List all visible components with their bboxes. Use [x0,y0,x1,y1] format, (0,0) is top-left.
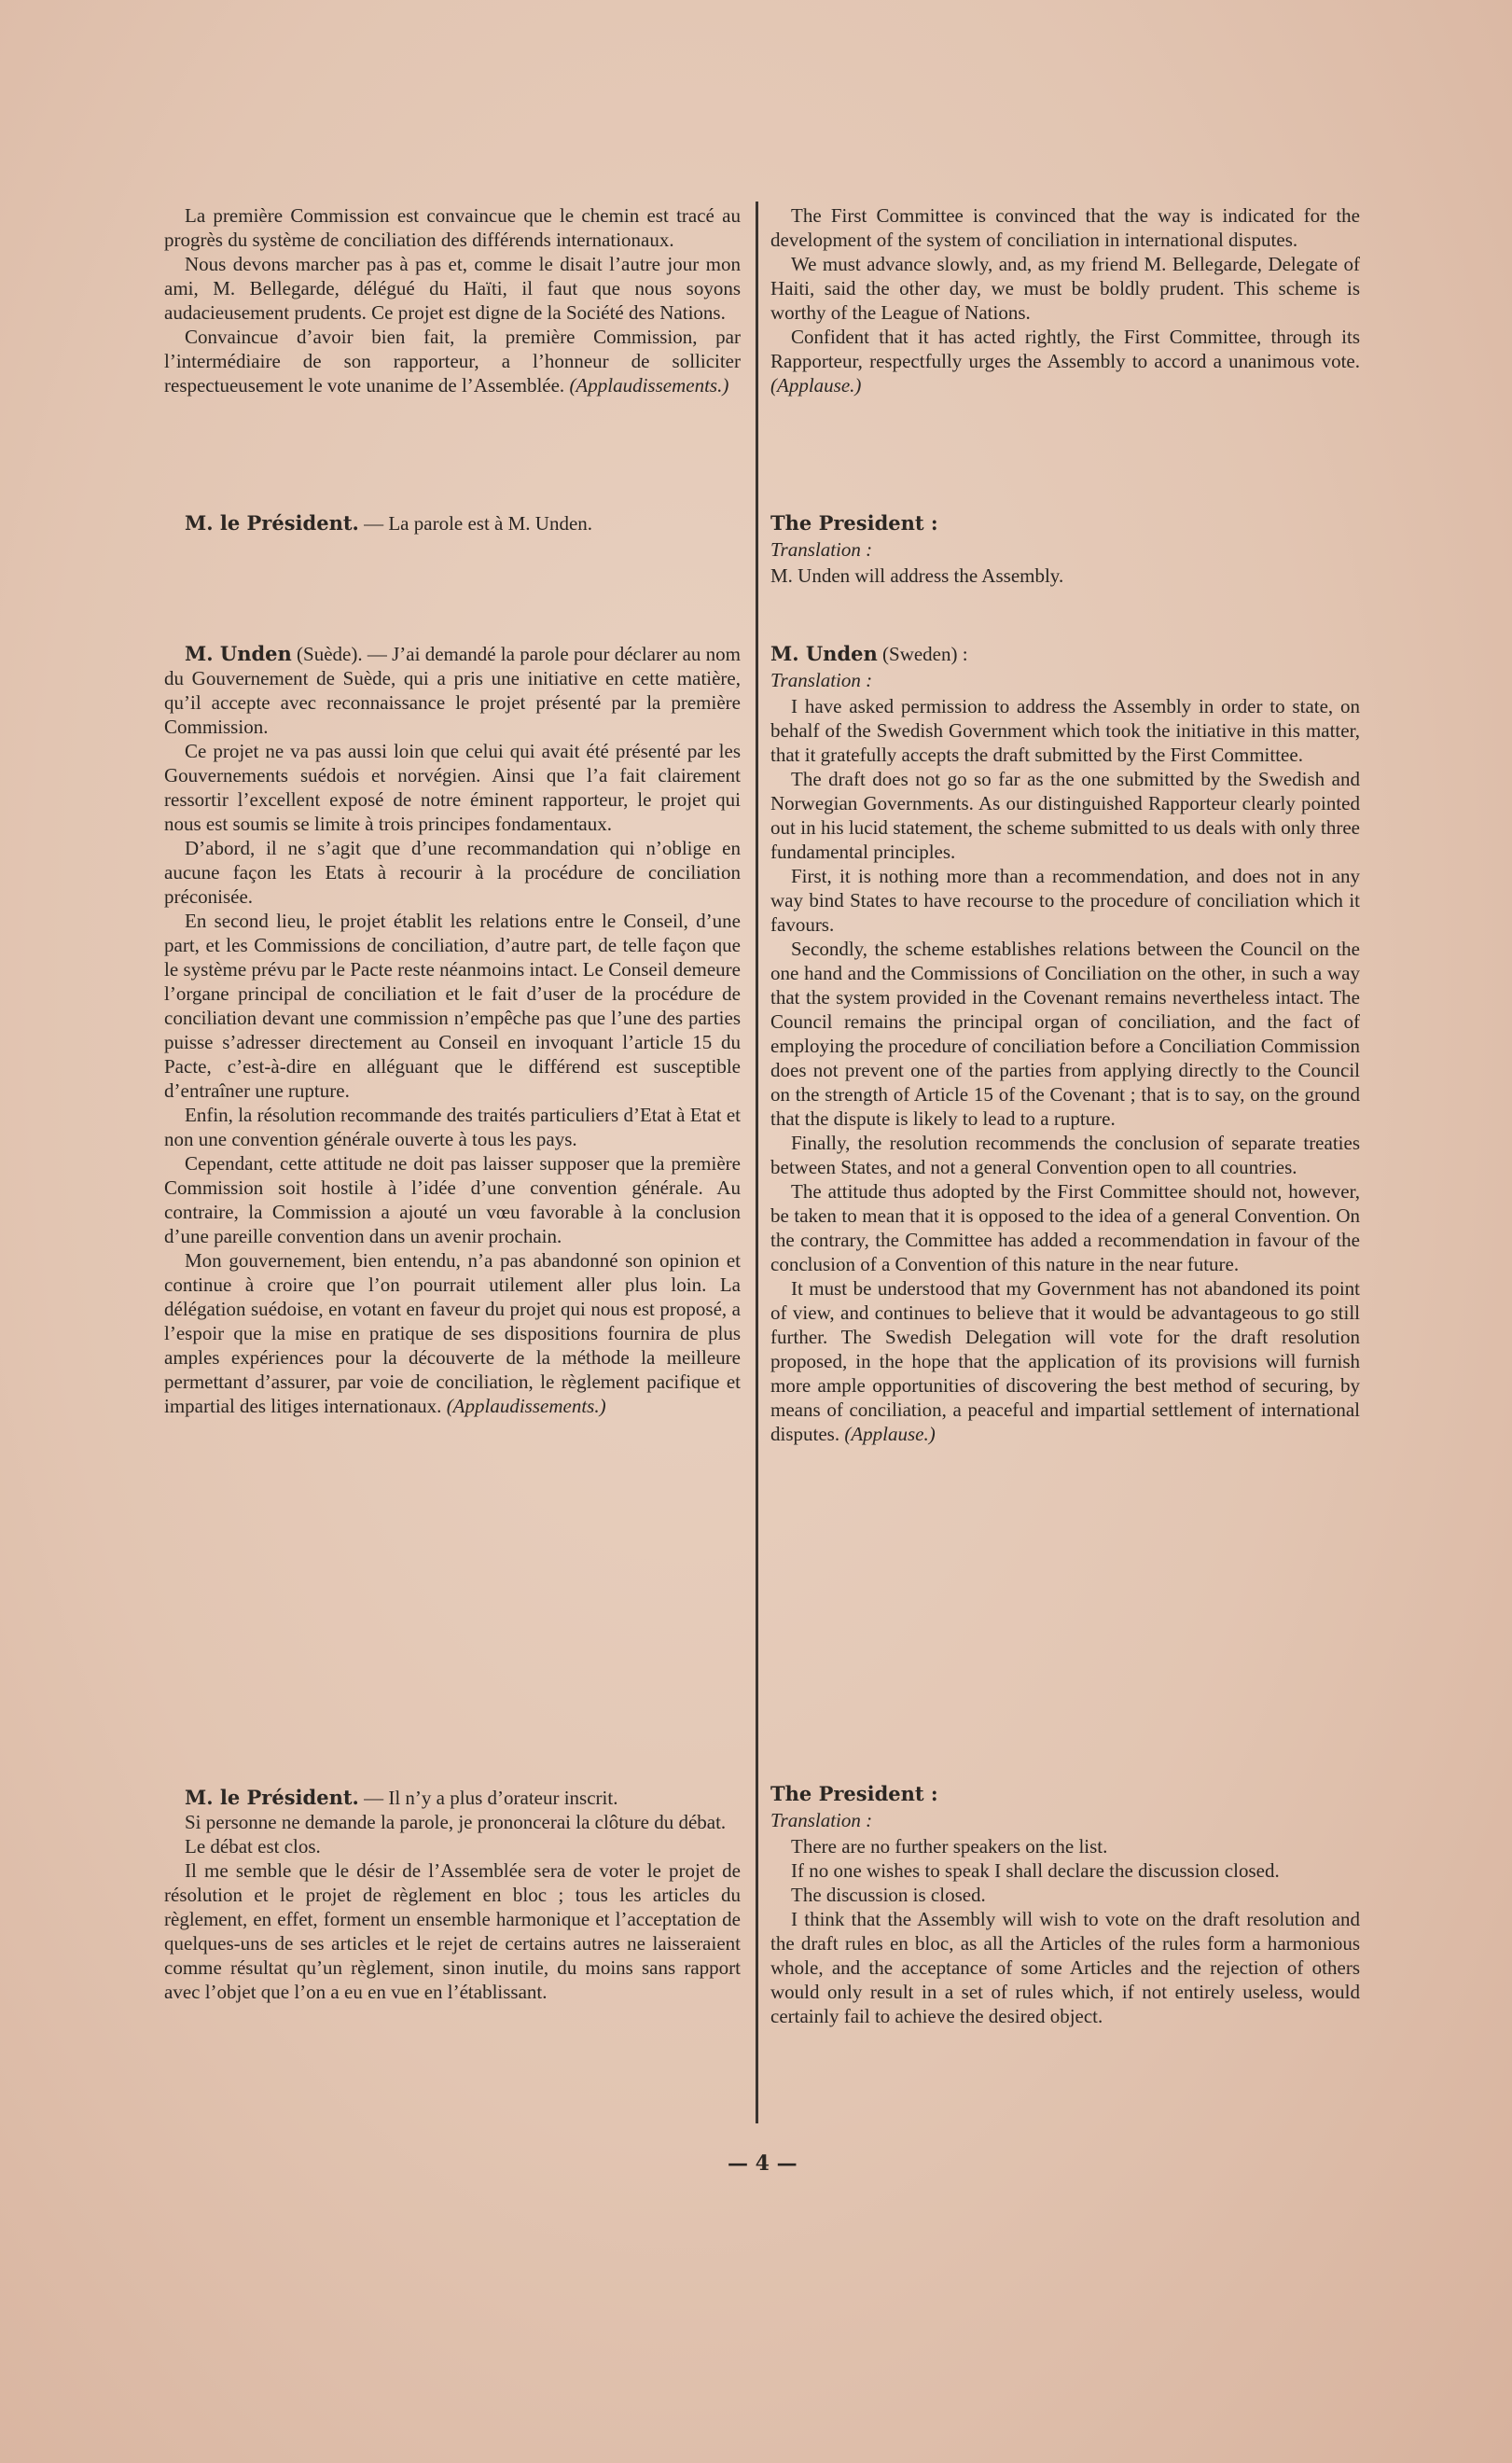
left-unden-para-2: D’abord, il ne s’agit que d’une recommandation qui n’oblige en aucune façon les Etats à recourir à la procédure de conciliation préconisée. [164,837,741,908]
right-unden-country: (Sweden) : [877,643,968,665]
left-president-1-text: — La parole est à M. Unden. [358,512,593,535]
right-intro-para-2: We must advance slowly, and, as my friend M. Bellegarde, Delegate of Haiti, said the other day, we must be boldly prudent. This scheme is worthy of the League of Nations. [770,253,1360,324]
right-president-2-para-2: If no one wishes to speak I shall declare the discussion closed. [791,1859,1280,1882]
right-unden-para-3: First, it is nothing more than a recommendation, and does not in any way bind States to have recourse to the procedure of conciliation which it favours. [770,865,1360,936]
left-intro-para-3-text: Convaincue d’avoir bien fait, la première Commission, par l’intermédiaire de son rapporteur, a l’honneur de solliciter respectueusement le vote unanime de l’Assemblée. [164,326,741,397]
left-president-1-speaker: M. le Président. [185,511,359,535]
page-number: — 4 — [728,2151,798,2176]
right-unden-speaker: M. Unden [770,642,878,665]
left-president-2 [164,1786,741,2004]
right-president-1-speaker: The President : [770,511,938,535]
left-unden-para-5: Cependant, cette attitude ne doit pas laisser supposer que la première Commission soit hostile à l’idée d’une convention générale. Au contraire, la Commission a ajouté un vœu favorable à la conclusion d’une pareille convention dans un avenir prochain. [164,1152,741,1247]
left-intro-para-1: La première Commission est convaincue que le chemin est tracé au progrès du système de conciliation des différends internationaux. [164,204,741,251]
left-unden-para-6 [164,1248,741,1418]
right-unden-para-2: The draft does not go so far as the one submitted by the Swedish and Norwegian Governments. As our distinguished Rapporteur clearly pointed out in his lucid statement, the scheme submitted to us deals with only three fundamental principles. [770,768,1360,863]
left-unden-block [164,642,741,1418]
left-intro-para-3 [164,325,741,397]
left-president-2-speaker: M. le Président. [185,1786,359,1809]
right-unden-para-4: Secondly, the scheme establishes relations between the Council on the one hand and the Commissions of Conciliation on the other, in such a way that the system provided in the Covenant remains nevertheless intact. The Council remains the principal organ of conciliation, and the fact of employing the procedure of conciliation before a Conciliation Commission does not prevent one of the parties from applying directly to the Council on the strength of Article 15 of the Covenant ; that is to say, on the ground that the dispute is likely to lead to a rupture. [770,938,1360,1130]
left-unden-para-3: En second lieu, le projet établit les relations entre le Conseil, d’une part, et les Commissions de conciliation, d’autre part, de telle façon que le système prévu par le Pacte reste néanmoins intact. Le Conseil demeure l’organe principal de conciliation et le fait d’user de la procédure de conciliation devant une commission n’empêche pas que l’une des parties puisse s’adresser directement au Conseil en invoquant l’article 15 du Pacte, c’est-à-dire en alléguant que le différend est susceptible d’entraîner une rupture. [164,910,741,1102]
right-president-2-speaker: The President : [770,1782,938,1805]
right-intro-para-3-text: Confident that it has acted rightly, the First Committee, through its Rapporteur, respectfully urges the Assembly to accord a unanimous vote. [770,326,1360,372]
left-intro-applause: (Applaudissements.) [569,374,729,397]
right-unden-para-5: Finally, the resolution recommends the conclusion of separate treaties between States, and not a general Convention open to all countries. [770,1132,1360,1178]
right-president-2-para-4: I think that the Assembly will wish to vote on the draft resolution and the draft rules en bloc, as all the Articles of the rules form a harmonious whole, and the acceptance of some Articles and the rejection of others would only result in a set of rules which, if not entirely useless, would certainly fail to achieve the desired object. [770,1908,1360,2027]
left-intro-block [164,203,741,397]
left-intro-para-2: Nous devons marcher pas à pas et, comme le disait l’autre jour mon ami, M. Bellegarde, délégué du Haïti, il faut que nous soyons audacieusement prudents. Ce projet est digne de la Société des Nations. [164,253,741,324]
left-president-1 [164,511,741,536]
column-divider [756,202,758,2123]
left-unden-para-4: Enfin, la résolution recommande des traités particuliers d’Etat à Etat et non une convention générale ouverte à tous les pays. [164,1104,741,1150]
left-president-2-para-2: Le débat est clos. [185,1835,321,1858]
right-president-1 [770,511,1360,588]
left-unden-speaker: M. Unden [185,642,292,665]
right-unden-para-6: The attitude thus adopted by the First Committee should not, however, be taken to mean that it is opposed to the idea of a general Convention. On the contrary, the Committee has added a recommendation in favour of the conclusion of a Convention of this nature in the near future. [770,1180,1360,1275]
left-president-2-text: — Il n’y a plus d’orateur inscrit. [358,1787,618,1809]
left-president-2-para-3: Il me semble que le désir de l’Assemblée sera de voter le projet de résolution et le projet de règlement en bloc ; tous les articles du règlement, en effet, forment un ensemble harmonique et l’acceptation de quelques-uns de ses articles et le rejet de certains autres ne laisseraient comme résultat qu’un règlement, sinon inutile, du moins sans rapport avec l’objet que l’on a eu en vue en l’établissant. [164,1859,741,2003]
left-unden-para-1: Ce projet ne va pas aussi loin que celui qui avait été présenté par les Gouvernements suédois et norvégien. Ainsi que l’a fait clairement ressortir l’excellent exposé de notre éminent rapporteur, le projet qui nous est soumis se limite à trois principes fondamentaux. [164,740,741,835]
right-president-2 [770,1782,1360,2028]
left-unden-intro: (Suède). — J’ai demandé la parole pour déclarer au nom du Gouvernement de Suède, qui a pris une initiative en cette matière, qu’il accepte avec reconnaissance le projet présenté par la première Commission. [164,643,741,738]
right-translation-label-3: Translation : [770,1809,873,1831]
right-president-2-para-3: The discussion is closed. [791,1884,986,1906]
right-unden-applause: (Applause.) [844,1423,936,1445]
right-president-2-para-1: There are no further speakers on the list. [791,1835,1108,1858]
left-unden-applause: (Applaudissements.) [446,1395,606,1417]
right-translation-label-2: Translation : [770,669,873,691]
right-intro-para-3 [770,325,1360,397]
right-translation-label-1: Translation : [770,538,873,561]
right-intro-para-1: The First Committee is convinced that the way is indicated for the development of the system of conciliation in international disputes. [770,204,1360,251]
right-intro-block [770,203,1360,397]
left-president-2-para-1: Si personne ne demande la parole, je prononcerai la clôture du débat. [185,1811,727,1833]
right-president-1-text: M. Unden will address the Assembly. [770,564,1064,587]
left-unden-para-6-text: Mon gouvernement, bien entendu, n’a pas abandonné son opinion et continue à croire que l’on pourrait utilement aller plus loin. La délégation suédoise, en votant en faveur du projet qui nous est proposé, a l’espoir que la mise en pratique de ses dispositions fournira de plus amples expériences pour la découverte de la méthode la meilleure permettant d’assurer, par voie de conciliation, le règlement pacifique et impartial des litiges internationaux. [164,1249,741,1417]
right-intro-applause: (Applause.) [770,374,862,397]
right-unden-para-7 [770,1276,1360,1446]
right-unden-para-1: I have asked permission to address the Assembly in order to state, on behalf of the Swedish Government which took the initiative in this matter, that it gratefully accepts the draft submitted by the First Committee. [770,695,1360,766]
right-unden-block [770,642,1360,1446]
right-unden-para-7-text: It must be understood that my Government has not abandoned its point of view, and continues to believe that it would be advantageous to go still further. The Swedish Delegation will vote for the draft resolution proposed, in the hope that the application of its provisions will furnish more ample opportunities of discovering the best method of securing, by means of conciliation, a peaceful and impartial settlement of international disputes. [770,1277,1360,1445]
